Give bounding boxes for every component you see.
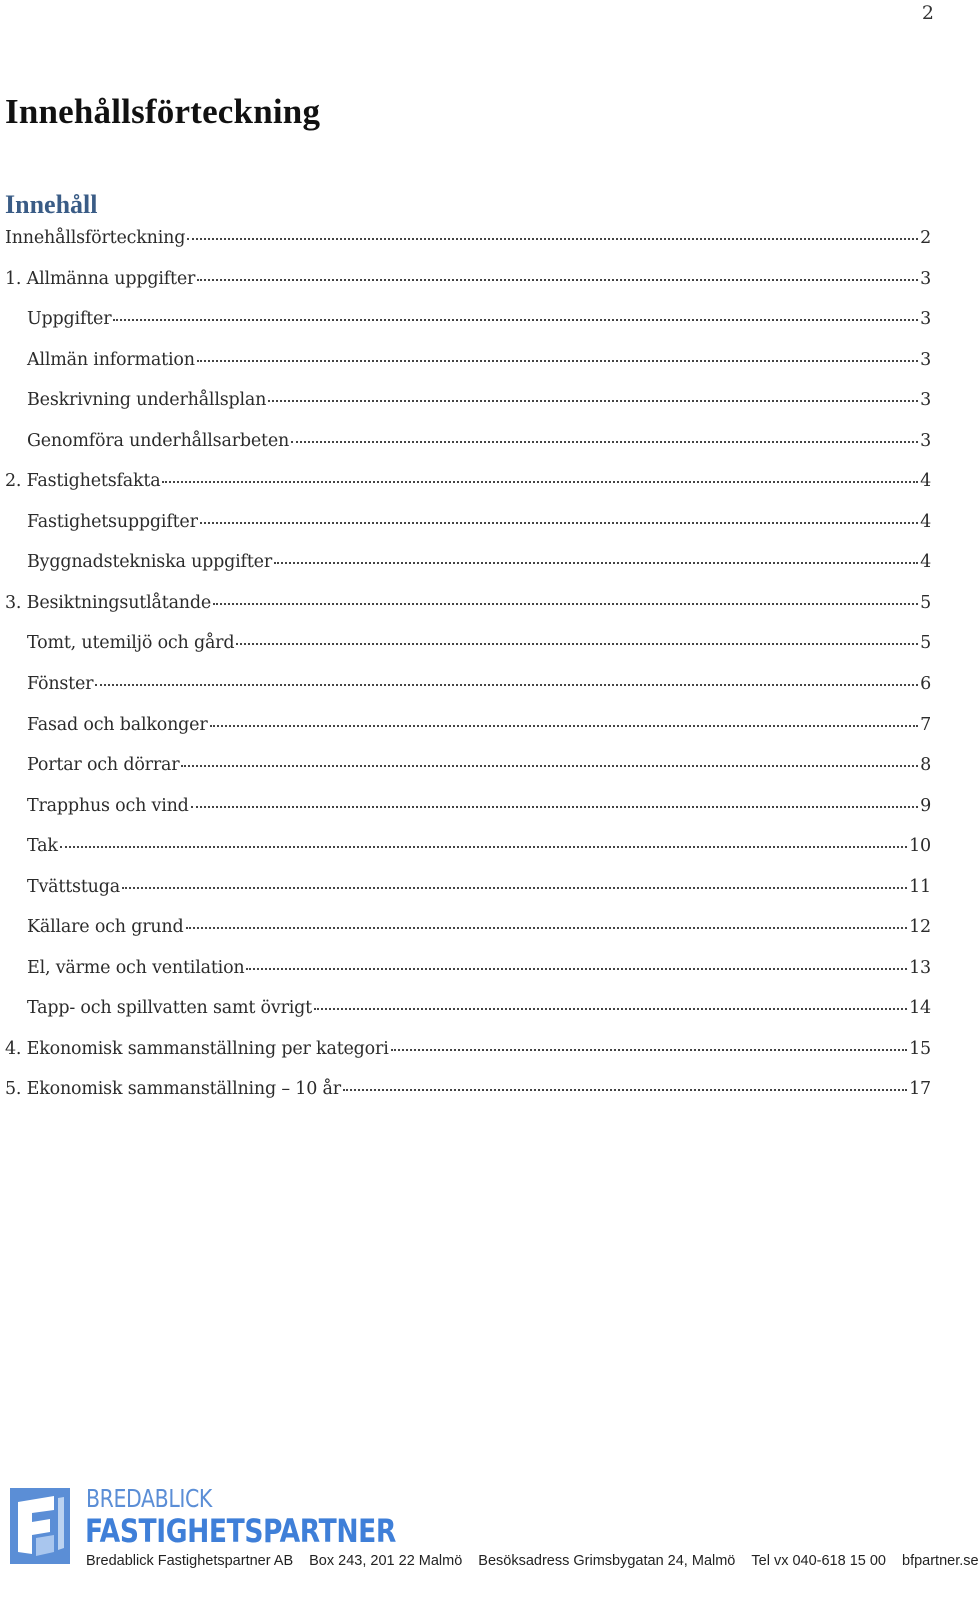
toc-entry-page: 8 xyxy=(920,755,931,776)
toc-dot-leader xyxy=(197,360,918,362)
toc-entry-page: 15 xyxy=(909,1038,931,1059)
toc-dot-leader xyxy=(314,1008,907,1010)
toc-entry[interactable] xyxy=(5,834,931,875)
toc-dot-leader xyxy=(210,725,919,727)
phone-number: Tel vx 040-618 15 00 xyxy=(751,1553,886,1569)
toc-entry[interactable] xyxy=(5,307,931,348)
toc-entry[interactable] xyxy=(5,388,931,429)
page-number: 2 xyxy=(921,2,934,24)
toc-entry[interactable] xyxy=(5,915,931,956)
toc-dot-leader xyxy=(246,968,907,970)
toc-entry-title: 2. Fastighetsfakta xyxy=(5,471,161,492)
toc-entry-page: 6 xyxy=(920,674,931,695)
toc-entry-title: Innehållsförteckning xyxy=(5,228,186,248)
toc-entry[interactable] xyxy=(5,550,931,591)
toc-entry-title: Fönster xyxy=(27,674,94,695)
toc-dot-leader xyxy=(60,846,907,848)
toc-entry-title: Allmän information xyxy=(27,349,195,370)
website-link[interactable]: bfpartner.se xyxy=(902,1553,979,1569)
toc-entry-page: 4 xyxy=(920,471,931,492)
toc-entry[interactable] xyxy=(5,672,931,713)
toc-entry-title: 5. Ekonomisk sammanställning – 10 år xyxy=(5,1079,341,1100)
toc-entry-page: 13 xyxy=(909,957,931,978)
toc-entry[interactable] xyxy=(5,591,931,632)
toc-dot-leader xyxy=(95,684,918,686)
toc-entry-title: Beskrivning underhållsplan xyxy=(27,390,267,411)
toc-dot-leader xyxy=(200,522,918,524)
page-footer xyxy=(0,1478,979,1616)
bredablick-logo-icon xyxy=(10,1488,70,1564)
toc-entry-page: 4 xyxy=(920,511,931,532)
toc-entry-page: 2 xyxy=(920,228,931,248)
toc-entry-title: Källare och grund xyxy=(27,917,184,938)
toc-dot-leader xyxy=(274,562,918,564)
toc-entry-page: 9 xyxy=(920,795,931,816)
toc-entry[interactable] xyxy=(5,996,931,1037)
toc-entry-title: Genomföra underhållsarbeten xyxy=(27,430,290,451)
toc-entry[interactable] xyxy=(5,875,931,916)
toc-entry[interactable] xyxy=(5,1037,931,1078)
brand-name-line1: BREDABLICK xyxy=(86,1484,212,1513)
toc-entry-page: 7 xyxy=(920,714,931,735)
toc-entry[interactable] xyxy=(5,267,931,308)
toc-dot-leader xyxy=(391,1049,908,1051)
toc-entry-page: 3 xyxy=(920,430,931,451)
toc-entry-title: Trapphus och vind xyxy=(27,795,189,816)
toc-entry-page: 14 xyxy=(909,998,931,1019)
table-of-contents xyxy=(5,226,931,1118)
toc-entry-page: 3 xyxy=(920,309,931,330)
toc-dot-leader xyxy=(113,319,918,321)
toc-entry-page: 3 xyxy=(920,268,931,289)
toc-entry[interactable] xyxy=(5,1077,931,1118)
toc-entry[interactable] xyxy=(5,753,931,794)
postal-address: Box 243, 201 22 Malmö xyxy=(309,1553,463,1569)
toc-heading: Innehåll xyxy=(5,190,98,219)
toc-entry-page: 17 xyxy=(909,1079,931,1100)
toc-dot-leader xyxy=(236,643,918,645)
toc-entry-page: 3 xyxy=(920,349,931,370)
toc-dot-leader xyxy=(187,238,918,240)
toc-dot-leader xyxy=(181,765,918,767)
toc-entry-title: Tvättstuga xyxy=(27,876,120,897)
toc-entry-title: Byggnadstekniska uppgifter xyxy=(27,552,272,573)
toc-entry-title: Uppgifter xyxy=(27,309,112,330)
toc-entry[interactable] xyxy=(5,469,931,510)
toc-dot-leader xyxy=(343,1089,907,1091)
toc-entry[interactable] xyxy=(5,510,931,551)
toc-dot-leader xyxy=(162,481,918,483)
toc-entry-title: 3. Besiktningsutlåtande xyxy=(5,592,212,613)
toc-dot-leader xyxy=(122,887,907,889)
toc-entry-title: El, värme och ventilation xyxy=(27,957,245,978)
page-title: Innehållsförteckning xyxy=(5,92,321,131)
company-name: Bredablick Fastighetspartner AB xyxy=(86,1553,294,1569)
toc-entry-page: 4 xyxy=(920,552,931,573)
brand-name-line2: FASTIGHETSPARTNER xyxy=(85,1512,396,1550)
toc-entry[interactable] xyxy=(5,631,931,672)
toc-entry-title: 4. Ekonomisk sammanställning per kategori xyxy=(5,1038,389,1059)
toc-entry[interactable] xyxy=(5,429,931,470)
toc-entry-title: Tak xyxy=(27,836,58,857)
toc-dot-leader xyxy=(291,441,918,443)
toc-entry-title: Tomt, utemiljö och gård xyxy=(27,633,235,654)
contact-line xyxy=(86,1550,979,1572)
toc-entry[interactable] xyxy=(5,794,931,835)
toc-entry-page: 11 xyxy=(909,876,931,897)
toc-entry-page: 5 xyxy=(920,592,931,613)
toc-entry-title: 1. Allmänna uppgifter xyxy=(5,268,196,289)
toc-entry[interactable] xyxy=(5,713,931,754)
toc-dot-leader xyxy=(186,927,908,929)
toc-entry-page: 5 xyxy=(920,633,931,654)
toc-dot-leader xyxy=(191,806,918,808)
toc-entry[interactable] xyxy=(5,348,931,389)
visiting-address: Besöksadress Grimsbygatan 24, Malmö xyxy=(478,1553,736,1569)
toc-entry-title: Fasad och balkonger xyxy=(27,714,208,735)
toc-entry-title: Tapp- och spillvatten samt övrigt xyxy=(27,998,312,1019)
toc-entry-title: Portar och dörrar xyxy=(27,755,180,776)
toc-dot-leader xyxy=(268,400,918,402)
toc-entry-page: 12 xyxy=(909,917,931,938)
toc-entry[interactable] xyxy=(5,956,931,997)
toc-entry-page: 3 xyxy=(920,390,931,411)
toc-entry-title: Fastighetsuppgifter xyxy=(27,511,198,532)
toc-dot-leader xyxy=(213,603,918,605)
toc-entry[interactable] xyxy=(5,226,931,267)
toc-entry-page: 10 xyxy=(909,836,931,857)
toc-dot-leader xyxy=(197,279,918,281)
